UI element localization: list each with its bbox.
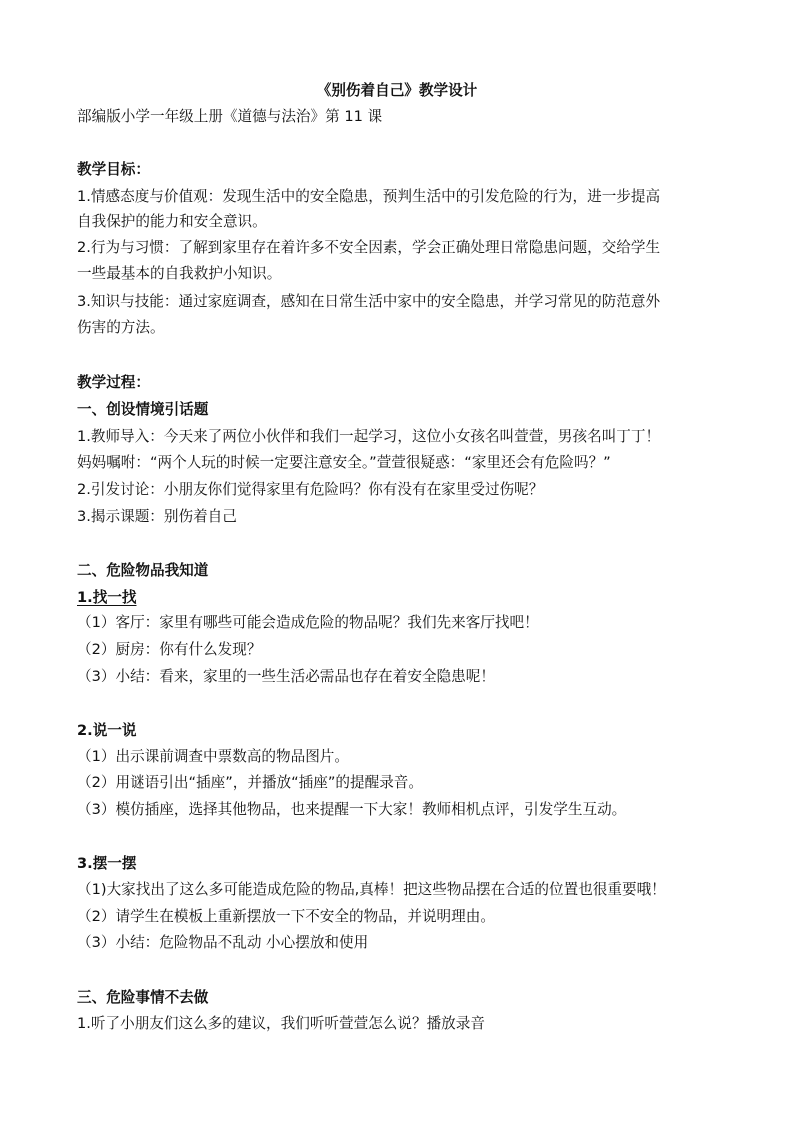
part-3-line-1: 1.听了小朋友们这么多的建议，我们听听萱萱怎么说？播放录音	[77, 1015, 485, 1032]
part-1-line-3: 2.引发讨论：小朋友你们觉得家里有危险吗？你有没有在家里受过伤呢？	[77, 481, 544, 498]
part-2-heading: 二、危险物品我知道	[77, 562, 209, 579]
objective-2-line-1: 2.行为与习惯：了解到家里存在着许多不安全因素，学会正确处理日常隐患问题，交给学生	[77, 239, 661, 256]
objective-2-line-2: 一些最基本的自我救护小知识。	[77, 265, 282, 282]
document-title: 《别伤着自己》教学设计	[316, 82, 478, 99]
part-2-sub-3-line-3: （3）小结：危险物品不乱动 小心摆放和使用	[77, 934, 369, 951]
part-2-sub-2-line-2: （2）用谜语引出“插座”，并播放“插座”的提醒录音。	[77, 774, 423, 791]
part-1-line-4: 3.揭示课题：别伤着自己	[77, 508, 237, 525]
part-1-line-2: 妈妈嘱咐：“两个人玩的时候一定要注意安全。”萱萱很疑惑：“家里还会有危险吗？”	[77, 454, 611, 471]
part-1-line-1: 1.教师导入：今天来了两位小伙伴和我们一起学习，这位小女孩名叫萱萱，男孩名叫丁丁！	[77, 428, 661, 445]
part-2-sub-1-line-3: （3）小结：看来，家里的一些生活必需品也存在着安全隐患呢！	[77, 668, 495, 685]
part-2-sub-1-heading: 1.找一找	[77, 589, 137, 606]
part-2-sub-2-line-1: （1）出示课前调查中票数高的物品图片。	[77, 748, 349, 765]
objective-3-line-2: 伤害的方法。	[77, 319, 165, 336]
process-heading: 教学过程：	[77, 374, 150, 391]
part-2-sub-3-line-1: （1)大家找出了这么多可能造成危险的物品,真棒！把这些物品摆在合适的位置也很重要哦！	[77, 881, 666, 898]
part-2-sub-3-heading: 3.摆一摆	[77, 855, 137, 872]
objectives-heading: 教学目标：	[77, 161, 150, 178]
part-2-sub-2-line-3: （3）模仿插座，选择其他物品，也来提醒一下大家！教师相机点评，引发学生互动。	[77, 801, 627, 818]
objective-1-line-2: 自我保护的能力和安全意识。	[77, 213, 267, 230]
objective-3-line-1: 3.知识与技能：通过家庭调查，感知在日常生活中家中的安全隐患，并学习常见的防范意外	[77, 293, 661, 310]
objective-1-line-1: 1.情感态度与价值观：发现生活中的安全隐患，预判生活中的引发危险的行为，进一步提高	[77, 188, 661, 205]
part-3-heading: 三、危险事情不去做	[77, 989, 209, 1006]
part-2-sub-1-line-2: （2）厨房：你有什么发现？	[77, 641, 262, 658]
part-2-sub-3-line-2: （2）请学生在模板上重新摆放一下不安全的物品，并说明理由。	[77, 908, 495, 925]
part-2-sub-1-line-1: （1）客厅：家里有哪些可能会造成危险的物品呢？我们先来客厅找吧！	[77, 614, 539, 631]
part-2-sub-2-heading: 2.说一说	[77, 722, 137, 739]
part-1-heading: 一、创设情境引话题	[77, 401, 209, 418]
document-subtitle: 部编版小学一年级上册《道德与法治》第 11 课	[77, 108, 383, 125]
